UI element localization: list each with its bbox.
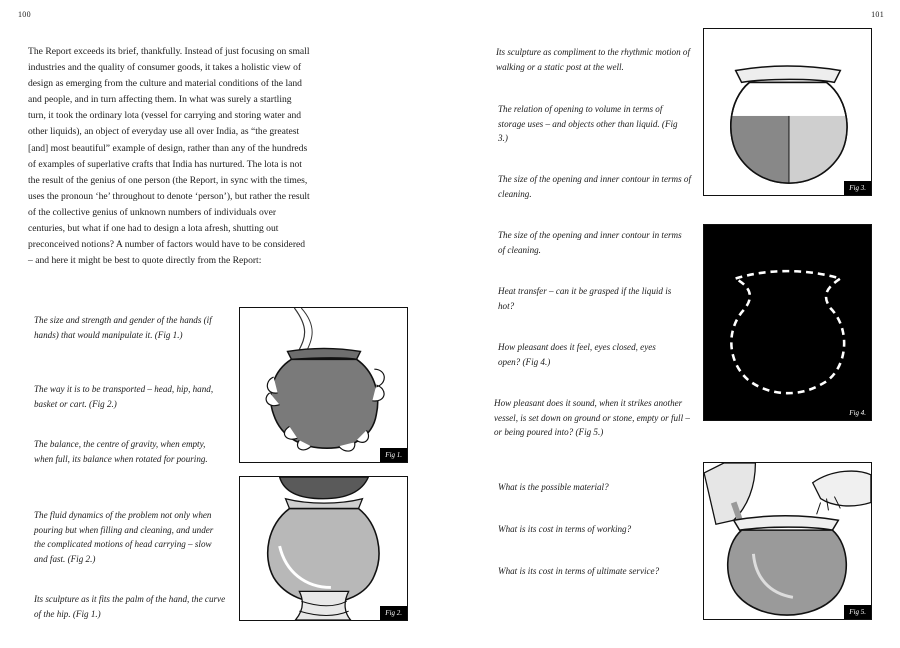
lota-carried-on-head-icon xyxy=(240,477,407,620)
right-point-9: What is its cost in terms of working? xyxy=(498,524,632,534)
left-point-4: The fluid dynamics of the problem not only when pouring but when filling and cleaning, and under the complicated motions of head carrying – slow and fast. (Fig 2.) xyxy=(34,510,214,564)
page-number-right: 101 xyxy=(871,10,884,19)
figure-2 xyxy=(239,476,408,621)
left-point-5: Its sculpture as it fits the palm of the hand, the curve of the hip. (Fig 1.) xyxy=(34,594,226,619)
intro-paragraph: The Report exceeds its brief, thankfully. Instead of just focusing on small industries and the quality of consumer goods, it takes a holistic view of design as emerging from the culture and material conditions of the land and people, and in turn affecting them. In what was surely a startling turn, it took the ordinary lota (vessel for carrying and storing water and other liquids), an object of everyday use all over India, as “the greatest [and] most beautiful” example of design, rather than any of the hundreds of examples of superlative crafts that India has nurtured. The lota is not the result of the genius of one person (the Report, in sync with the times, uses the pronoun ‘he’ throughout to denote ‘person’), but rather the result of the collective genius of unknown numbers of individuals over centuries, but what if one had to design a lota afresh, shutting out preconceived notions? A number of factors would have to be considered – and here it might be best to quote directly from the Report: xyxy=(28,46,310,267)
figure-5 xyxy=(703,462,872,620)
figure-2-caption: Fig 2. xyxy=(380,606,407,620)
lota-being-poured-into-icon xyxy=(704,463,871,619)
figure-4 xyxy=(703,224,872,421)
figure-1 xyxy=(239,307,408,463)
figure-3 xyxy=(703,28,872,196)
right-point-3: The size of the opening and inner contour in terms of cleaning. xyxy=(498,174,691,199)
left-point-3: The balance, the centre of gravity, when empty, when full, its balance when rotated for pouring. xyxy=(34,439,208,464)
lota-half-filled-icon xyxy=(704,29,871,195)
right-point-6: How pleasant does it feel, eyes closed, eyes open? (Fig 4.) xyxy=(498,342,656,367)
left-point-1: The size and strength and gender of the hands (if hands) that would manipulate it. (Fig 1.) xyxy=(34,315,212,340)
right-point-1: Its sculpture as compliment to the rhythmic motion of walking or a static post at the well. xyxy=(496,47,690,72)
figure-5-caption: Fig 5. xyxy=(844,605,871,619)
right-point-8: What is the possible material? xyxy=(498,482,609,492)
right-point-4: The size of the opening and inner contour in terms of cleaning. xyxy=(498,230,682,255)
right-point-10: What is its cost in terms of ultimate service? xyxy=(498,566,660,576)
lota-held-by-hands-icon xyxy=(240,308,407,462)
figure-3-caption: Fig 3. xyxy=(844,181,871,195)
figure-4-caption: Fig 4. xyxy=(844,406,871,420)
page-number-left: 100 xyxy=(18,10,31,19)
left-point-2: The way it is to be transported – head, hip, hand, basket or cart. (Fig 2.) xyxy=(34,384,214,409)
right-point-5: Heat transfer – can it be grasped if the liquid is hot? xyxy=(498,286,672,311)
right-point-7: How pleasant does it sound, when it strikes another vessel, is set down on ground or stone, empty or full – or being poured into? (Fig 5.) xyxy=(494,398,690,437)
figure-1-caption: Fig 1. xyxy=(380,448,407,462)
lota-dashed-outline-icon xyxy=(704,225,871,420)
right-point-2: The relation of opening to volume in terms of storage uses – and objects other than liquid. (Fig 3.) xyxy=(498,104,678,143)
